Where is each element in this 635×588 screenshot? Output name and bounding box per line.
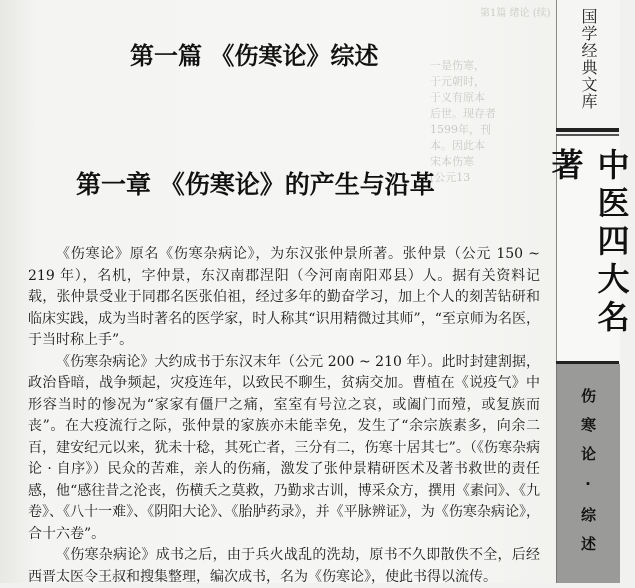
part-title: 第一篇 《伤寒论》综述 [130,42,379,70]
bleed-through-line: 于元朝时， [430,75,485,88]
spine-subtitle: 伤寒论·综述 [579,388,597,565]
paragraph: 《伤寒杂病论》大约成书于东汉末年（公元 200 ~ 210 年）。此时封建割据，政治昏暗，战争频起，灾疫连年，以致民不聊生，贫病交加。曹植在《说疫气》中形容当时的惨况为“家家有僵尸之痛，室室有号泣之哀，或阖门而殪，或复族而丧”。在大疫流行之际，张仲景的家族亦未能幸免，发生了“余宗族素多，向余二百，建安纪元以来，犹未十稔，其死亡者，三分有二，伤寒十居其七”。（《伤寒杂病论 · 自序》）民众的苦难，亲人的伤痛，激发了张仲景精研医术及著书救世的责任感，他“感往昔之沦丧，伤横夭之莫救，乃勤求古训，博采众方，撰用《素问》、《九卷》、《八十一难》、《阴阳大论》、《胎胪药录》，并《平脉辨证》，为《伤寒杂病论》，合十六卷”。 [28,353,540,542]
bleed-through-header: 第1篇 绪论 (续) [480,8,551,19]
chapter-title: 第一章 《伤寒论》的产生与沿革 [76,170,435,199]
paragraph: 《伤寒杂病论》成书之后，由于兵火战乱的洗劫，原书不久即散佚不全，后经西晋太医令王叔和搜集整理，编次成书，名为《伤寒论》，使此书得以流传。 [28,547,540,585]
spine-title-panel [546,136,631,361]
body-text [28,244,540,588]
spine-series-panel [556,0,620,128]
bleed-through-line: (公元13 [430,171,471,184]
bleed-through-line: 后世。现存者 [430,107,496,120]
spine-series-label: 国学经典文库 [579,8,598,110]
spine-divider [556,128,619,132]
spine-subtitle-panel [556,364,620,583]
bleed-through-line: 于义有原本 [430,91,485,104]
bleed-through-line: 宋本伤寒 [430,155,474,168]
bleed-through-line: 1599年，刊 [430,123,491,136]
spine-book-title: 中医四大名著 [546,148,631,338]
bleed-through-line: 一是伤寒， [430,59,485,72]
paragraph: 《伤寒论》原名《伤寒杂病论》，为东汉张仲景所著。张仲景（公元 150 ~ 219 年），名机，字仲景，东汉南郡涅阳（今河南南阳邓县）人。据有关资料记载，张仲景受业于同郡名医张伯祖，经过多年的勤奋学习，加上个人的刻苦钻研和临床实践，成为当时著名的医学家，时人称其“识用精微过其师”，“至京师为名医，于当时称上手”。 [28,246,540,348]
bleed-through-line: 本。因此本 [430,139,485,152]
